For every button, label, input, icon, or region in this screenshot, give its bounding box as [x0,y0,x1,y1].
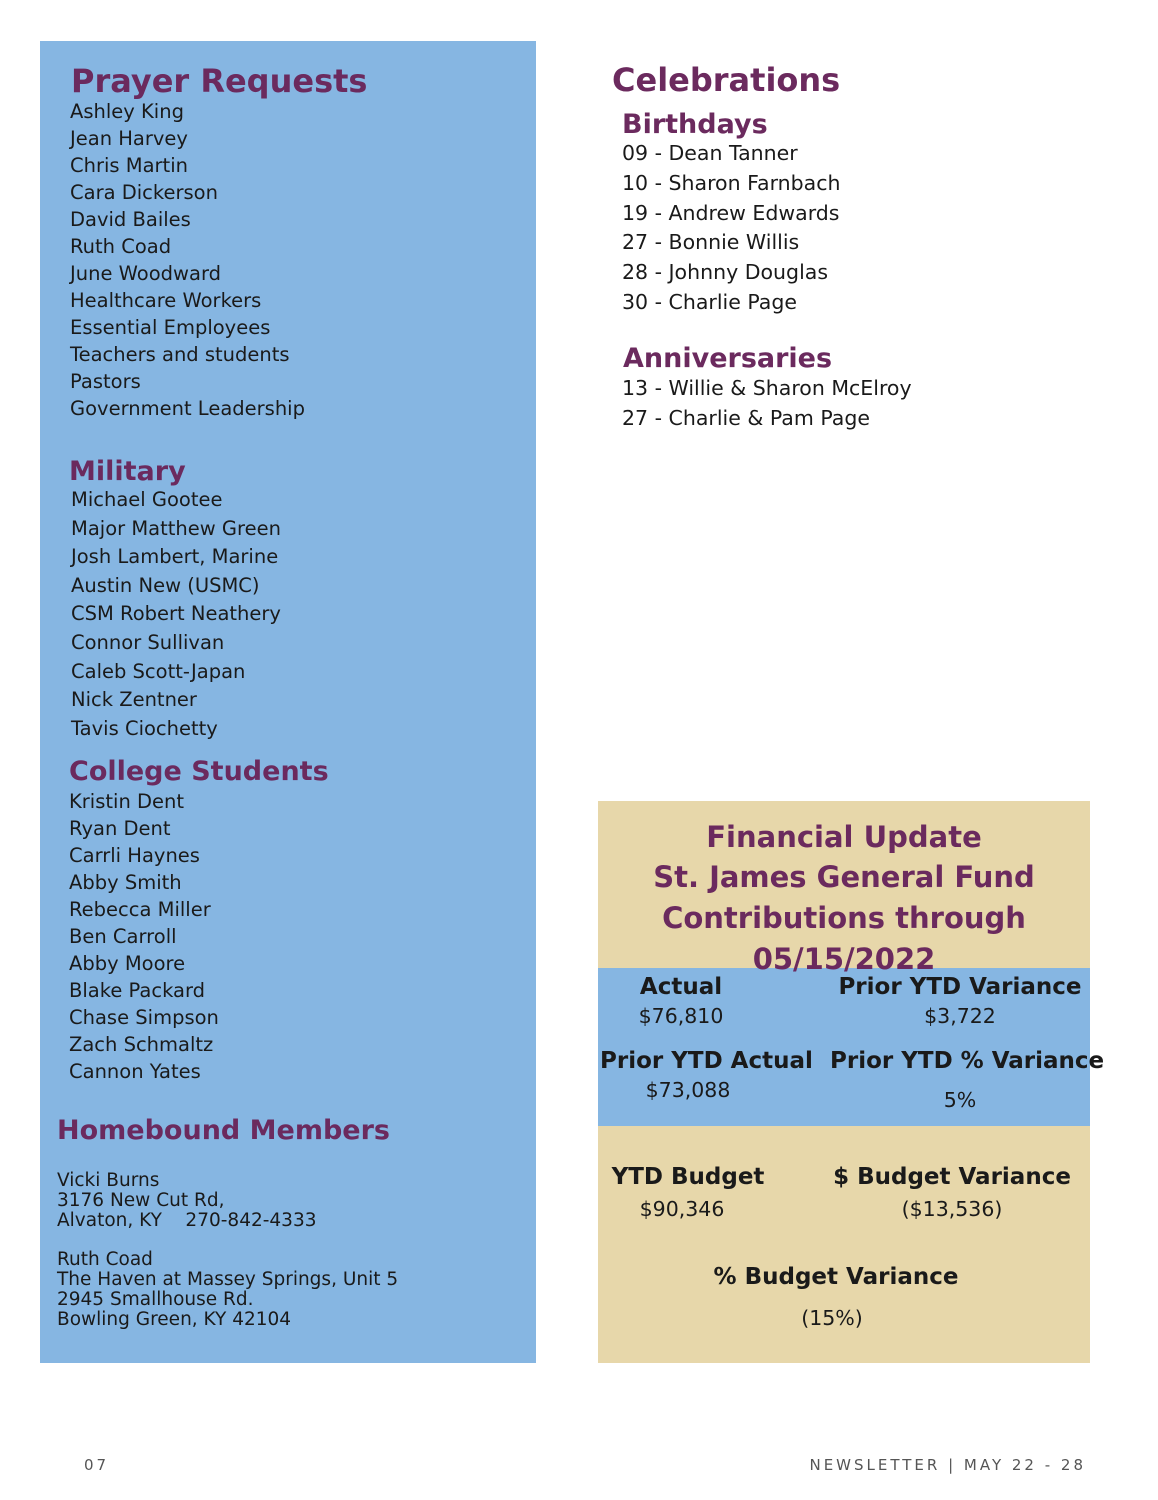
prayer-name: Essential Employees [70,316,271,339]
prayer-name: Ashley King [70,100,184,123]
budget-variance-label: $ Budget Variance [833,1164,1071,1190]
prayer-name: Jean Harvey [70,127,188,150]
prayer-name: Ruth Coad [70,235,172,258]
contributions-date: Contributions through 05/15/2022 [662,901,1026,976]
newsletter-footer-label: NEWSLETTER | MAY 22 - 28 [809,1456,1086,1474]
page-number: 07 [84,1456,110,1474]
military-name: Major Matthew Green [71,516,281,540]
military-name: Caleb Scott-Japan [71,659,246,683]
college-student-name: Chase Simpson [69,1006,219,1029]
ytd-budget-label: YTD Budget [611,1164,765,1190]
college-student-name: Carrli Haynes [69,844,200,867]
college-students-heading: College Students [69,756,329,787]
college-student-name: Ben Carroll [69,925,177,948]
college-student-name: Blake Packard [69,979,206,1002]
financial-title: Financial Update [706,820,982,854]
prior-ytd-pct-variance-label: Prior YTD % Variance [830,1048,1105,1074]
prayer-list [70,98,305,422]
birthday-item: 30 - Charlie Page [622,289,797,314]
college-student-name: Ryan Dent [69,817,171,840]
prior-ytd-variance-value: $3,722 [924,1004,996,1028]
military-name: Michael Gootee [71,488,223,511]
prior-ytd-actual-label: Prior YTD Actual [600,1048,813,1074]
prayer-name: Cara Dickerson [70,181,218,204]
birthday-item: 19 - Andrew Edwards [622,200,840,225]
prior-ytd-variance-label: Prior YTD Variance [838,974,1082,1000]
college-student-name: Kristin Dent [69,790,185,813]
college-student-name: Abby Smith [69,871,182,894]
celebrations-heading: Celebrations [612,61,841,99]
college-student-name: Zach Schmaltz [69,1033,214,1056]
fund-name: St. James General Fund [653,860,1035,894]
actual-value: $76,810 [638,1004,724,1028]
pct-budget-variance-label: % Budget Variance [713,1264,959,1290]
prayer-name: Pastors [70,370,141,393]
prayer-name: June Woodward [70,262,221,285]
prayer-requests-heading: Prayer Requests [71,62,368,100]
military-name: Tavis Ciochetty [71,716,218,740]
ytd-budget-value: $90,346 [639,1197,725,1221]
pct-budget-variance-value: (15%) [801,1306,863,1330]
prayer-name: Government Leadership [70,397,305,420]
anniversary-list [622,374,912,434]
birthday-item: 28 - Johnny Douglas [622,260,829,285]
homebound-member-1: Vicki Burns 3176 New Cut Rd, Alvaton, KY 270-842-4333 [57,1170,317,1231]
birthdays-heading: Birthdays [622,109,768,140]
anniversary-item: 13 - Willie & Sharon McElroy [622,376,912,400]
prayer-name: Chris Martin [70,154,188,177]
prayer-name: Teachers and students [70,343,290,366]
military-heading: Military [69,456,186,487]
birthday-list [622,139,840,318]
military-name: CSM Robert Neathery [71,602,281,626]
college-list [69,788,219,1085]
military-list [71,486,281,743]
budget-variance-value: ($13,536) [901,1197,1003,1221]
homebound-member-2: Ruth Coad The Haven at Massey Springs, Unit 5 2945 Smallhouse Rd. Bowling Green, KY 42104 [57,1249,399,1330]
actual-label: Actual [639,974,723,1000]
military-name: Nick Zentner [71,688,197,712]
prior-ytd-pct-variance-value: 5% [943,1088,977,1112]
anniversary-item: 27 - Charlie & Pam Page [622,405,870,430]
birthday-item: 09 - Dean Tanner [622,141,798,165]
prayer-name: David Bailes [70,208,191,231]
college-student-name: Abby Moore [69,952,186,975]
birthday-item: 27 - Bonnie Willis [622,230,800,255]
homebound-heading: Homebound Members [57,1115,390,1146]
prior-ytd-actual-value: $73,088 [645,1078,731,1102]
military-name: Connor Sullivan [71,630,225,654]
college-student-name: Cannon Yates [69,1060,201,1083]
anniversaries-heading: Anniversaries [623,343,833,374]
military-name: Josh Lambert, Marine [71,545,279,569]
college-student-name: Rebecca Miller [69,898,211,921]
military-name: Austin New (USMC) [71,573,260,597]
birthday-item: 10 - Sharon Farnbach [622,170,841,195]
prayer-name: Healthcare Workers [70,289,262,312]
